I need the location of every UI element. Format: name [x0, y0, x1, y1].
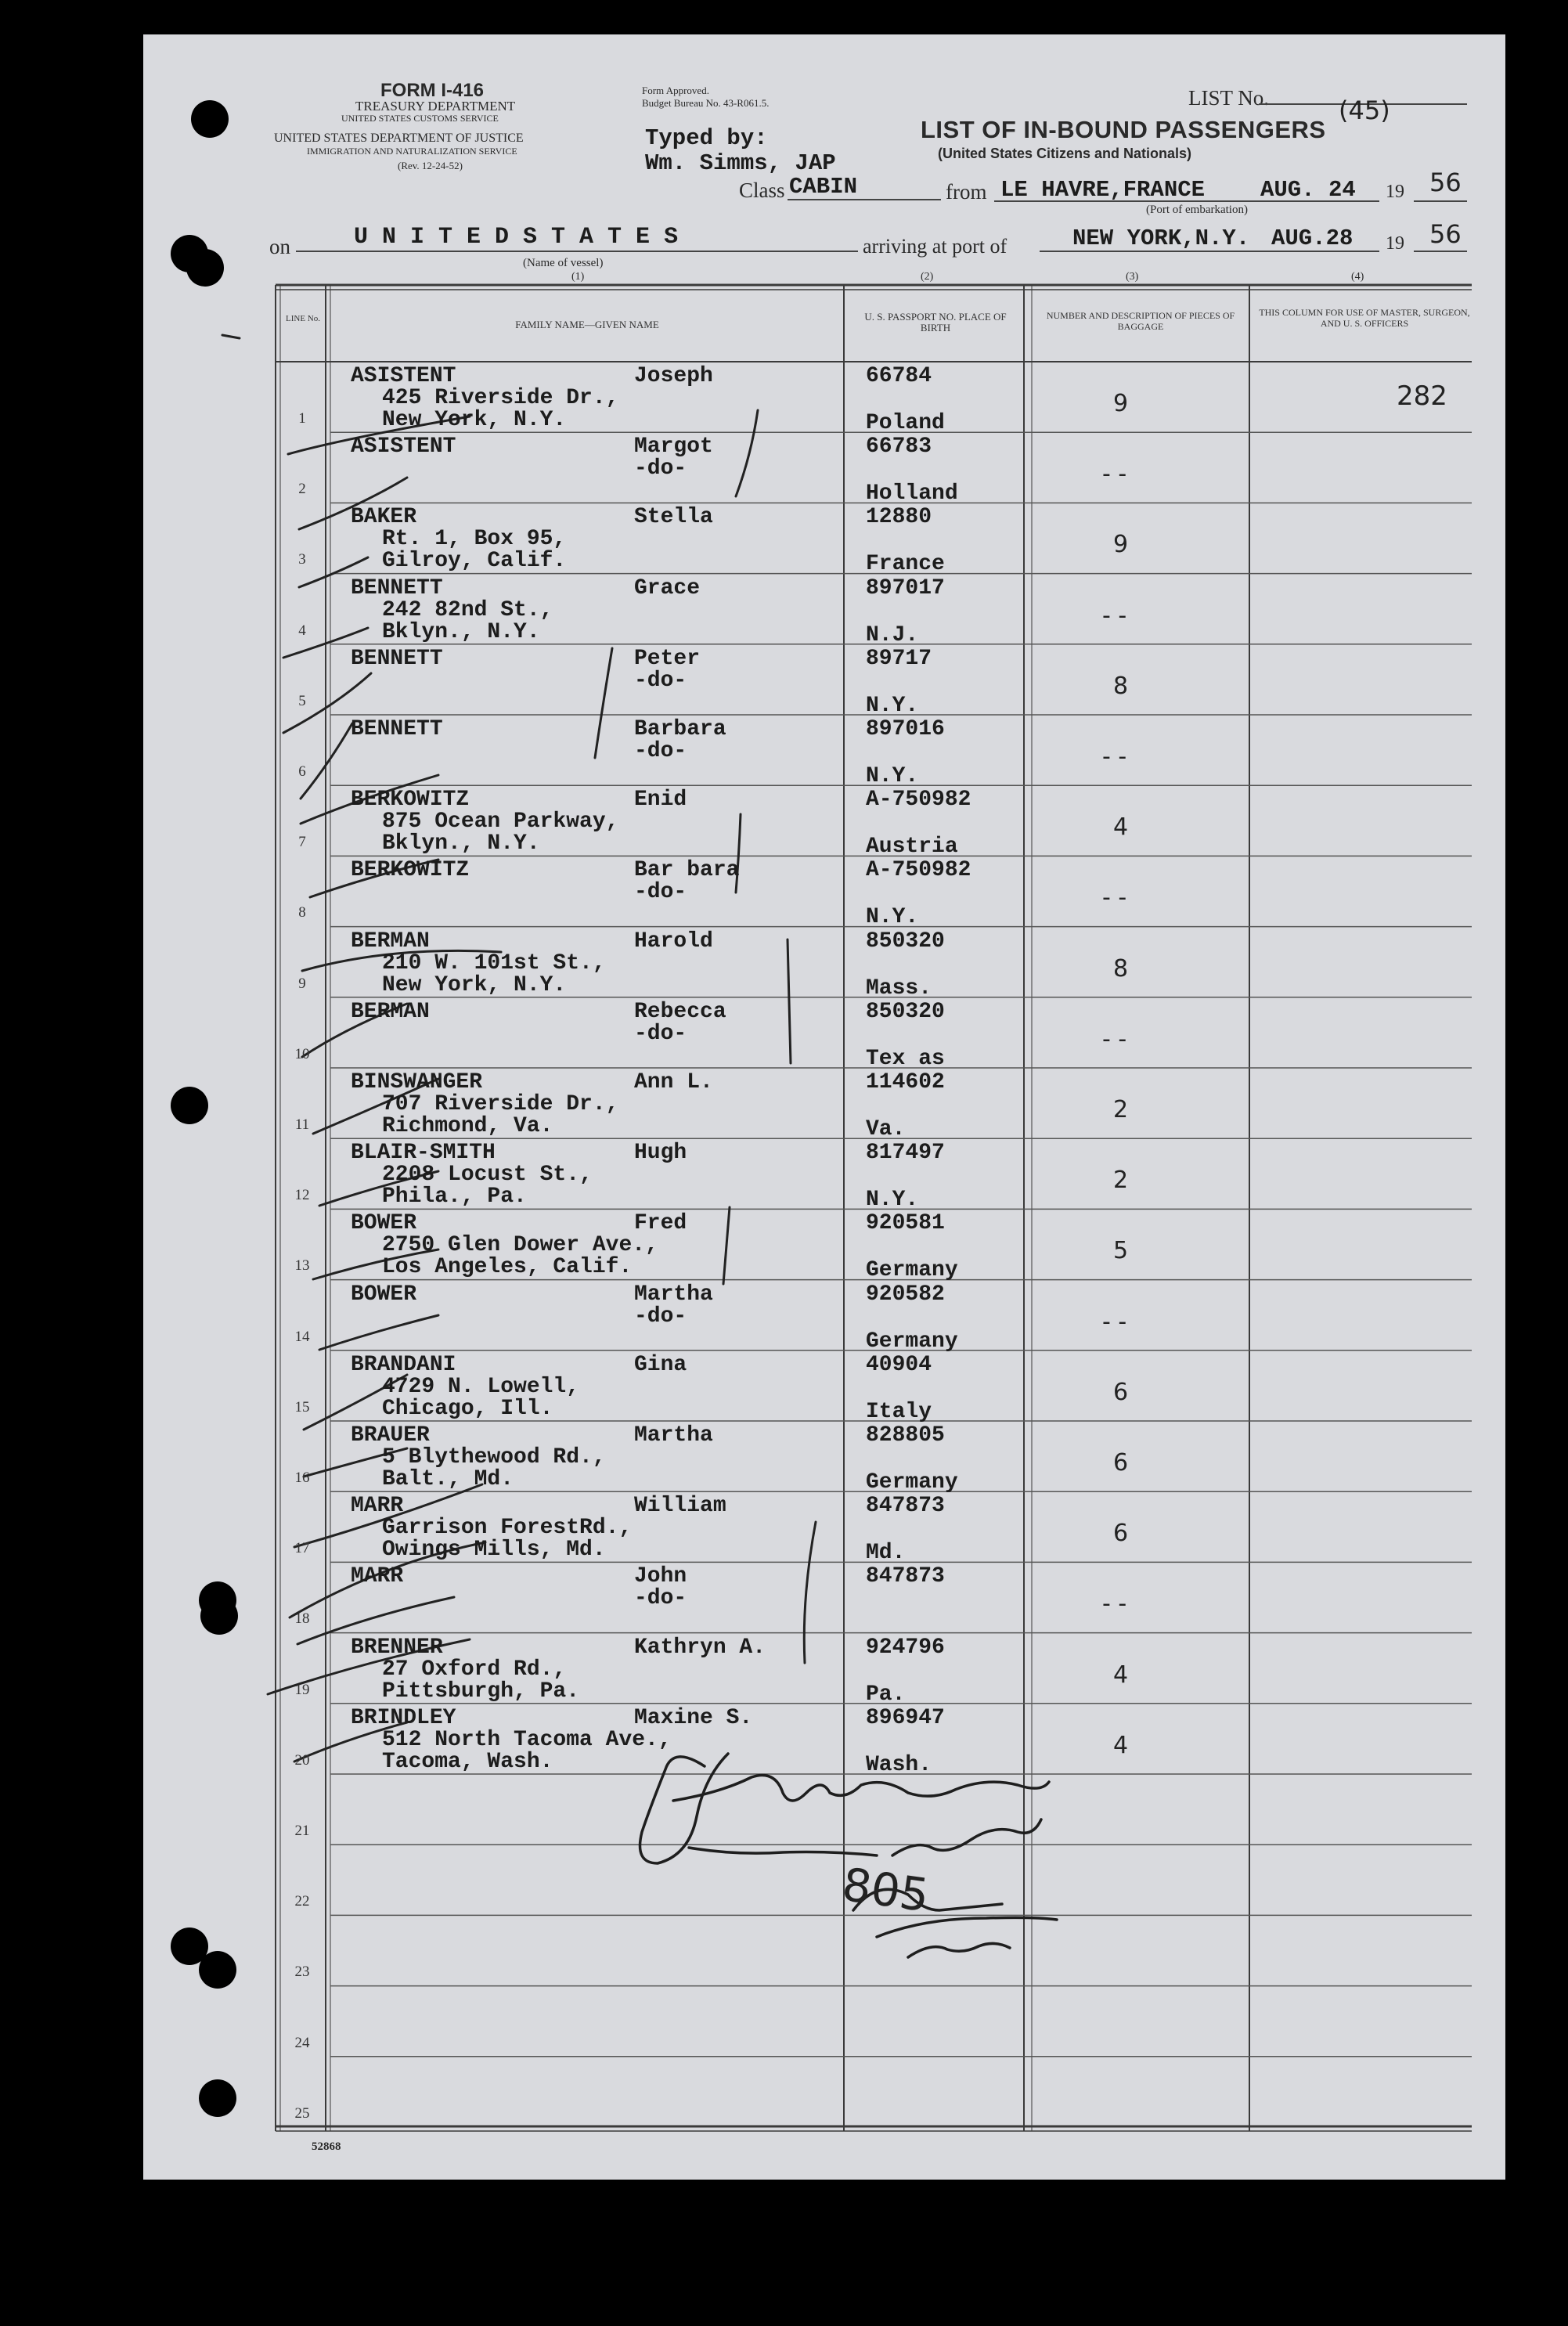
baggage-count: 4: [1113, 1661, 1129, 1689]
place-of-birth: Germany: [866, 1258, 958, 1283]
address-line-1: 875 Ocean Parkway,: [382, 810, 619, 835]
family-name: ASISTENT: [351, 435, 456, 460]
address-line-2: New York, N.Y.: [382, 972, 567, 997]
baggage-count: 9: [1113, 390, 1129, 417]
baggage-count: 8: [1113, 954, 1129, 983]
passport-number: 924796: [866, 1635, 945, 1660]
baggage-count: 8: [1113, 672, 1129, 700]
arrival-year: 56: [1429, 219, 1462, 249]
line-number: 13: [294, 1257, 310, 1275]
line-number: 17: [294, 1540, 310, 1557]
address-line-2: Gilroy, Calif.: [382, 549, 567, 574]
line-number: 7: [298, 834, 306, 851]
arrival-port: NEW YORK,N.Y.: [1072, 225, 1250, 251]
address-line-2: Tacoma, Wash.: [382, 1749, 553, 1774]
address-line-2: -do-: [634, 739, 687, 763]
line-number: 11: [294, 1116, 310, 1133]
given-name: Joseph: [634, 364, 713, 388]
passport-number: 896947: [866, 1705, 945, 1730]
given-name: Maxine S.: [634, 1705, 753, 1730]
given-name: Grace: [634, 575, 701, 600]
passport-number: A-750982: [866, 858, 971, 883]
given-name: Barbara: [634, 717, 726, 741]
family-name: BERKOWITZ: [351, 858, 470, 883]
approved-label: Form Approved.: [642, 85, 709, 96]
handwritten-note: 805: [838, 1857, 932, 1923]
col-header-line: LINE No.: [286, 314, 320, 323]
col-index-3: (3): [1126, 271, 1139, 283]
place-of-birth: Austria: [866, 835, 958, 860]
vessel-name: U N I T E D S T A T E S: [354, 224, 679, 251]
place-of-birth: Wash.: [866, 1752, 932, 1777]
address-line-2: Balt., Md.: [382, 1467, 514, 1491]
family-name: BLAIR-SMITH: [351, 1141, 496, 1166]
family-name: BRANDANI: [351, 1352, 456, 1377]
line-number: 6: [298, 763, 306, 780]
passport-number: 89717: [866, 646, 932, 671]
arriving-label: arriving at port of: [863, 235, 1007, 258]
list-title: LIST OF IN-BOUND PASSENGERS: [921, 116, 1326, 143]
from-year: 56: [1429, 168, 1462, 197]
line-number: 1: [298, 410, 306, 427]
passport-number: 847873: [866, 1564, 945, 1589]
budget-label: Budget Bureau No. 43-R061.5.: [642, 97, 770, 109]
place-of-birth: Md.: [866, 1541, 906, 1566]
passport-number: A-750982: [866, 788, 971, 813]
line-number: 14: [294, 1328, 310, 1345]
address-line-2: Richmond, Va.: [382, 1114, 553, 1138]
given-name: John: [634, 1564, 687, 1589]
address-line-2: -do-: [634, 1021, 687, 1046]
baggage-count: 9: [1113, 531, 1129, 559]
given-name: Harold: [634, 929, 713, 954]
typed-by-label: Typed by:: [645, 125, 768, 151]
given-name: Hugh: [634, 1141, 687, 1166]
address-line-1: 2750 Glen Dower Ave.,: [382, 1233, 658, 1258]
family-name: BRAUER: [351, 1423, 430, 1448]
address-line-1: 512 North Tacoma Ave.,: [382, 1727, 672, 1752]
rev-label: (Rev. 12-24-52): [398, 160, 463, 171]
address-line-1: 707 Riverside Dr.,: [382, 1092, 619, 1116]
family-name: BINSWANGER: [351, 1070, 483, 1094]
line-number: 24: [294, 2034, 310, 2051]
line-number: 16: [294, 1470, 310, 1486]
family-name: BOWER: [351, 1282, 417, 1307]
address-line-2: Chicago, Ill.: [382, 1396, 553, 1421]
baggage-count: - -: [1102, 743, 1127, 770]
line-number: 4: [298, 622, 306, 639]
baggage-count: 5: [1113, 1237, 1129, 1265]
line-number: 5: [298, 692, 306, 709]
col-header-officers: THIS COLUMN FOR USE OF MASTER, SURGEON, AND U. S. OFFICERS: [1259, 307, 1470, 329]
col-index-2: (2): [921, 271, 934, 283]
list-number: (45): [1339, 96, 1390, 125]
line-number: 21: [294, 1823, 310, 1839]
given-name: Stella: [634, 505, 713, 530]
address-line-2: Los Angeles, Calif.: [382, 1255, 633, 1280]
address-line-1: Rt. 1, Box 95,: [382, 527, 567, 552]
passport-number: 920581: [866, 1211, 945, 1236]
given-name: Martha: [634, 1282, 713, 1307]
col-header-baggage: NUMBER AND DESCRIPTION OF PIECES OF BAGGAGE: [1046, 310, 1235, 332]
given-name: Martha: [634, 1423, 713, 1448]
list-no-label: LIST No.: [1188, 86, 1270, 110]
baggage-count: 4: [1113, 813, 1129, 842]
port-note: (Port of embarkation): [1146, 204, 1248, 216]
col-index-1: (1): [571, 271, 585, 283]
given-name: William: [634, 1494, 726, 1519]
passport-number: 847873: [866, 1494, 945, 1519]
address-line-2: -do-: [634, 1586, 687, 1611]
address-line-2: -do-: [634, 1304, 687, 1329]
col-header-passport: U. S. PASSPORT NO. PLACE OF BIRTH: [864, 311, 1007, 334]
baggage-count: 2: [1113, 1167, 1129, 1195]
address-line-1: 425 Riverside Dr.,: [382, 386, 619, 410]
address-line-1: Garrison ForestRd.,: [382, 1516, 633, 1541]
family-name: BAKER: [351, 505, 417, 530]
passport-number: 920582: [866, 1282, 945, 1307]
arrival-date: AUG.28: [1271, 225, 1354, 251]
line-number: 19: [294, 1681, 310, 1698]
place-of-birth: Poland: [866, 411, 945, 435]
address-line-1: 2208 Locust St.,: [382, 1163, 593, 1188]
typed-by-value: Wm. Simms, JAP: [645, 150, 836, 176]
family-name: BRINDLEY: [351, 1705, 456, 1730]
family-name: ASISTENT: [351, 364, 456, 388]
baggage-count: - -: [1102, 1307, 1127, 1336]
address-line-2: Pittsburgh, Pa.: [382, 1679, 580, 1704]
given-name: Peter: [634, 646, 701, 671]
baggage-count: - -: [1102, 1025, 1127, 1053]
address-line-2: Bklyn., N.Y.: [382, 619, 540, 644]
family-name: BENNETT: [351, 717, 443, 741]
line-number: 18: [294, 1610, 310, 1628]
address-line-1: 27 Oxford Rd.,: [382, 1657, 567, 1682]
class-value: CABIN: [789, 174, 858, 200]
address-line-1: 242 82nd St.,: [382, 597, 553, 622]
line-number: 23: [294, 1964, 310, 1981]
from-port: LE HAVRE,FRANCE: [1000, 177, 1206, 203]
line-number: 9: [298, 975, 306, 992]
from-date: AUG. 24: [1260, 177, 1356, 203]
baggage-count: - -: [1102, 601, 1127, 629]
baggage-count: 6: [1113, 1378, 1129, 1406]
given-name: Fred: [634, 1211, 687, 1236]
passport-number: 40904: [866, 1352, 932, 1377]
address-line-1: 5 Blythewood Rd.,: [382, 1445, 606, 1470]
col-header-name: FAMILY NAME—GIVEN NAME: [515, 319, 659, 330]
passport-number: 114602: [866, 1070, 945, 1094]
on-label: on: [269, 235, 290, 258]
address-line-2: -do-: [634, 668, 687, 693]
passport-number: 897017: [866, 575, 945, 600]
passport-number: 850320: [866, 999, 945, 1024]
line-number: 22: [294, 1893, 310, 1910]
service2-label: IMMIGRATION AND NATURALIZATION SERVICE: [307, 146, 517, 157]
place-of-birth: Italy: [866, 1399, 932, 1424]
passport-number: 897016: [866, 717, 945, 741]
class-label: Class: [739, 179, 785, 202]
line-number: 3: [298, 551, 306, 568]
dept-label: TREASURY DEPARTMENT: [355, 99, 516, 114]
place-of-birth: N.J.: [866, 622, 919, 647]
place-of-birth: France: [866, 552, 945, 577]
family-name: MARR: [351, 1564, 404, 1589]
place-of-birth: N.Y.: [866, 1188, 919, 1213]
passport-number: 12880: [866, 505, 932, 530]
arrive-year-prefix: 19: [1386, 233, 1404, 254]
form-number: FORM I-416: [380, 80, 485, 101]
baggage-count: - -: [1102, 460, 1127, 489]
family-name: BERMAN: [351, 999, 430, 1024]
family-name: BRENNER: [351, 1635, 443, 1660]
place-of-birth: Germany: [866, 1329, 958, 1354]
address-line-2: -do-: [634, 456, 687, 481]
address-line-1: 4729 N. Lowell,: [382, 1374, 580, 1399]
line-number: 20: [294, 1751, 310, 1769]
line-number: 2: [298, 481, 306, 498]
address-line-2: Owings Mills, Md.: [382, 1538, 606, 1563]
address-line-1: 210 W. 101st St.,: [382, 950, 606, 975]
family-name: MARR: [351, 1494, 404, 1519]
given-name: Rebecca: [634, 999, 726, 1024]
baggage-count: - -: [1102, 884, 1127, 912]
place-of-birth: Tex as: [866, 1046, 945, 1071]
given-name: Enid: [634, 788, 687, 813]
family-name: BERKOWITZ: [351, 788, 470, 813]
given-name: Gina: [634, 1352, 687, 1377]
family-name: BENNETT: [351, 646, 443, 671]
given-name: Kathryn A.: [634, 1635, 766, 1660]
passport-number: 66783: [866, 435, 932, 460]
place-of-birth: Pa.: [866, 1682, 906, 1707]
col-index-4: (4): [1351, 271, 1364, 283]
from-label: from: [946, 180, 987, 204]
footer-code: 52868: [312, 2140, 341, 2153]
baggage-count: 6: [1113, 1520, 1129, 1548]
baggage-count: - -: [1102, 1590, 1127, 1618]
baggage-count: 4: [1113, 1731, 1129, 1759]
family-name: BENNETT: [351, 575, 443, 600]
baggage-count: 6: [1113, 1449, 1129, 1477]
address-line-2: Phila., Pa.: [382, 1185, 527, 1210]
officer-note: 282: [1397, 380, 1447, 412]
family-name: BERMAN: [351, 929, 430, 954]
place-of-birth: N.Y.: [866, 764, 919, 788]
address-line-2: -do-: [634, 880, 687, 905]
given-name: Ann L.: [634, 1070, 713, 1094]
line-number: 15: [294, 1398, 310, 1415]
line-number: 10: [294, 1045, 310, 1062]
place-of-birth: Mass.: [866, 975, 932, 1001]
passport-number: 828805: [866, 1423, 945, 1448]
given-name: Bar bara: [634, 858, 740, 883]
place-of-birth: Va.: [866, 1117, 906, 1141]
given-name: Margot: [634, 435, 713, 460]
address-line-2: New York, N.Y.: [382, 408, 567, 432]
place-of-birth: N.Y.: [866, 693, 919, 718]
from-year-prefix: 19: [1386, 182, 1404, 202]
place-of-birth: Germany: [866, 1470, 958, 1495]
address-line-2: Bklyn., N.Y.: [382, 831, 540, 856]
place-of-birth: Holland: [866, 481, 958, 507]
vessel-note: (Name of vessel): [523, 257, 604, 269]
passport-number: 817497: [866, 1141, 945, 1166]
line-number: 25: [294, 2104, 310, 2122]
passport-number: 66784: [866, 364, 932, 388]
place-of-birth: N.Y.: [866, 905, 919, 930]
list-subtitle: (United States Citizens and Nationals): [938, 146, 1192, 161]
line-number: 12: [294, 1187, 310, 1204]
baggage-count: 2: [1113, 1096, 1129, 1123]
service-label: UNITED STATES CUSTOMS SERVICE: [341, 113, 499, 124]
family-name: BOWER: [351, 1211, 417, 1236]
dept2-label: UNITED STATES DEPARTMENT OF JUSTICE: [274, 132, 524, 145]
line-number: 8: [298, 904, 306, 921]
passport-number: 850320: [866, 929, 945, 954]
